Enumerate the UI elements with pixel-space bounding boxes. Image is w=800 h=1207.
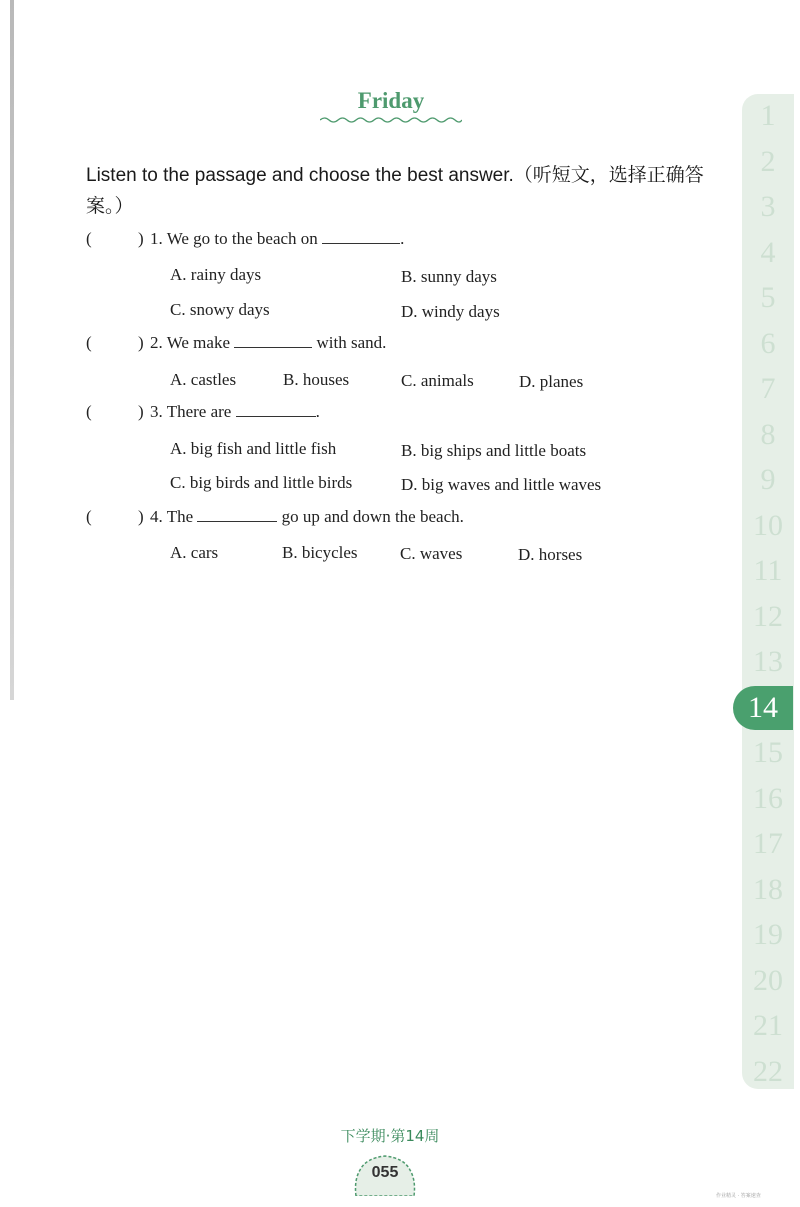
title-underline-wave (320, 116, 462, 124)
question-number: 4. (150, 507, 163, 526)
page-title: Friday (357, 88, 425, 113)
answer-blank[interactable] (322, 229, 400, 244)
option-c[interactable]: C. big birds and little birds (170, 473, 353, 492)
option-c[interactable]: C. waves (400, 544, 463, 563)
question-number: 1. (150, 229, 163, 248)
option-b[interactable]: B. big ships and little boats (401, 441, 587, 460)
answer-paren-open: ( (86, 333, 92, 352)
option-d[interactable]: D. windy days (401, 302, 500, 321)
option-b[interactable]: B. houses (283, 370, 350, 389)
question-text (150, 333, 386, 353)
question-2 (86, 333, 606, 357)
question-1 (86, 229, 606, 253)
option-b[interactable]: B. sunny days (401, 267, 497, 286)
week-tab-22[interactable]: 22 (753, 1054, 783, 1088)
footer-term-week: 下学期·第14周 (340, 1127, 440, 1145)
question-number: 3. (150, 402, 163, 421)
answer-paren-open: ( (86, 402, 92, 421)
week-tab-6[interactable]: 6 (760, 326, 776, 360)
instruction-text: Listen to the passage and choose the best answer.（听短文，选择正确答案。） (86, 165, 704, 217)
week-tab-19[interactable]: 19 (753, 918, 783, 951)
answer-paren-close: ) (138, 507, 144, 526)
week-tab-12[interactable]: 12 (753, 599, 783, 633)
question-stem-end: . (315, 402, 320, 421)
question-stem-end: . (400, 229, 405, 248)
question-stem-end: with sand. (316, 333, 387, 352)
question-stem-end: go up and down the beach. (281, 507, 464, 526)
answer-paren-close: ) (138, 229, 144, 248)
option-a[interactable]: A. big fish and little fish (170, 439, 337, 458)
corner-watermark: 作业精灵 · 答案速查 (716, 1193, 761, 1199)
answer-paren-close: ) (138, 333, 144, 352)
week-tab-20[interactable]: 20 (753, 963, 783, 997)
week-tab-8[interactable]: 8 (760, 417, 776, 451)
week-tab-10[interactable]: 10 (753, 508, 783, 542)
option-a[interactable]: A. castles (170, 370, 237, 389)
option-b[interactable]: B. bicycles (282, 543, 358, 562)
question-text (150, 402, 320, 422)
option-d[interactable]: D. big waves and little waves (401, 475, 602, 494)
question-text (150, 229, 404, 249)
question-stem: The (166, 507, 194, 526)
answer-paren-open: ( (86, 229, 92, 248)
week-tab-5[interactable]: 5 (760, 281, 776, 314)
week-tab-active[interactable]: 14 (733, 686, 793, 730)
week-tab-3[interactable]: 3 (760, 190, 776, 223)
question-stem: We make (166, 333, 230, 352)
option-c[interactable]: C. snowy days (170, 300, 270, 319)
binding-edge (10, 0, 14, 700)
option-a[interactable]: A. rainy days (170, 265, 262, 284)
question-stem: We go to the beach on (166, 229, 318, 248)
week-tab-13[interactable]: 13 (753, 645, 783, 678)
week-tab-17[interactable]: 17 (753, 827, 783, 860)
question-3 (86, 402, 606, 426)
week-tab-1[interactable]: 1 (760, 99, 776, 132)
option-c[interactable]: C. animals (401, 371, 474, 390)
answer-blank[interactable] (236, 402, 316, 417)
week-tab-16[interactable]: 16 (753, 781, 783, 815)
option-a[interactable]: A. cars (170, 543, 219, 562)
question-text (150, 507, 464, 527)
week-tab-4[interactable]: 4 (760, 235, 776, 269)
week-tab-2[interactable]: 2 (760, 144, 776, 178)
question-stem: There are (166, 402, 232, 421)
answer-blank[interactable] (234, 333, 312, 348)
option-d[interactable]: D. planes (519, 372, 584, 391)
option-d[interactable]: D. horses (518, 545, 583, 564)
week-tab-15[interactable]: 15 (753, 736, 783, 769)
week-tab-9[interactable]: 9 (760, 463, 776, 496)
week-tab-7[interactable]: 7 (760, 372, 776, 405)
answer-paren-open: ( (86, 507, 92, 526)
answer-paren-close: ) (138, 402, 144, 421)
question-number: 2. (150, 333, 163, 352)
week-tab-21[interactable]: 21 (753, 1009, 783, 1042)
question-4 (86, 507, 606, 531)
page-number: 055 (371, 1164, 399, 1181)
week-tab-18[interactable]: 18 (753, 872, 783, 906)
week-tab-11[interactable]: 11 (753, 554, 783, 587)
answer-blank[interactable] (197, 507, 277, 522)
